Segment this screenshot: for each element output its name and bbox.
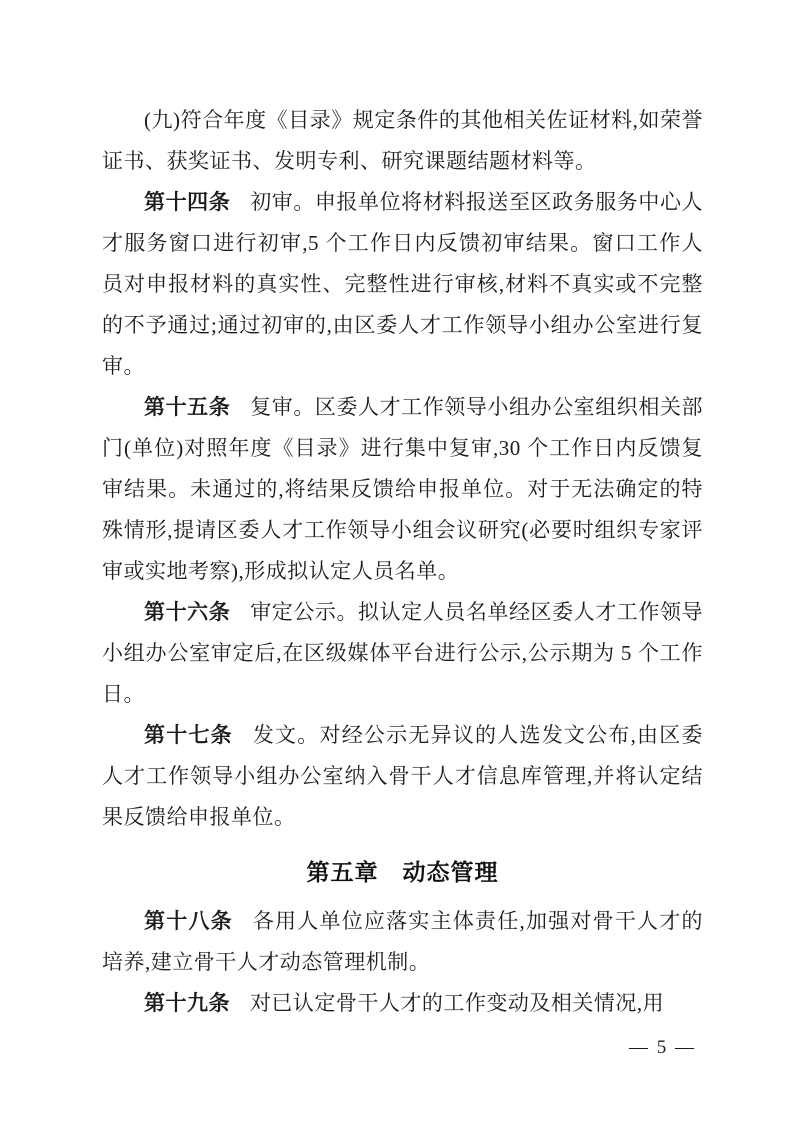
paragraph-text: 审定公示。拟认定人员名单经区委人才工作领导小组办公室审定后,在区级媒体平台进行公示,公示期为 5 个工作日。: [102, 600, 704, 706]
paragraph-item-nine: [102, 100, 703, 182]
paragraph-article-15: [102, 387, 703, 592]
paragraph-text: 对已认定骨干人才的工作变动及相关情况,用: [249, 991, 665, 1015]
paragraph-article-14: [102, 182, 703, 387]
paragraph-text: 复审。区委人才工作领导小组办公室组织相关部门(单位)对照年度《目录》进行集中复审,30 个工作日内反馈复审结果。未通过的,将结果反馈给申报单位。对于无法确定的特殊情形,提请区委人才工作领导小组会议研究(必要时组织专家评审或实地考察),形成拟认定人员名单。: [102, 395, 704, 583]
paragraph-text: 发文。对经公示无异议的人选发文公布,由区委人才工作领导小组办公室纳入骨干人才信息库管理,并将认定结果反馈给申报单位。: [102, 723, 704, 829]
document-body: [102, 100, 703, 1024]
paragraph-text: 各用人单位应落实主体责任,加强对骨干人才的培养,建立骨干人才动态管理机制。: [102, 909, 704, 974]
article-number: 第十六条: [144, 600, 231, 624]
article-number: 第十七条: [144, 723, 233, 747]
paragraph-article-16: [102, 592, 703, 715]
paragraph-article-18: [102, 901, 703, 983]
article-number: 第十九条: [144, 991, 230, 1015]
paragraph-text: 初审。申报单位将材料报送至区政务服务中心人才服务窗口进行初审,5 个工作日内反馈初审结果。窗口工作人员对申报材料的真实性、完整性进行审核,材料不真实或不完整的不予通过;通过初审的,由区委人才工作领导小组办公室进行复审。: [102, 190, 704, 378]
paragraph-text: (九)符合年度《目录》规定条件的其他相关佐证材料,如荣誉证书、获奖证书、发明专利、研究课题结题材料等。: [102, 108, 703, 173]
article-number: 第十四条: [144, 190, 231, 214]
paragraph-article-19: [102, 983, 703, 1024]
chapter-heading: 第五章 动态管理: [306, 859, 499, 885]
article-number: 第十五条: [144, 395, 231, 419]
article-number: 第十八条: [144, 909, 233, 933]
page-number: — 5 —: [629, 1037, 696, 1058]
paragraph-article-17: [102, 715, 703, 838]
